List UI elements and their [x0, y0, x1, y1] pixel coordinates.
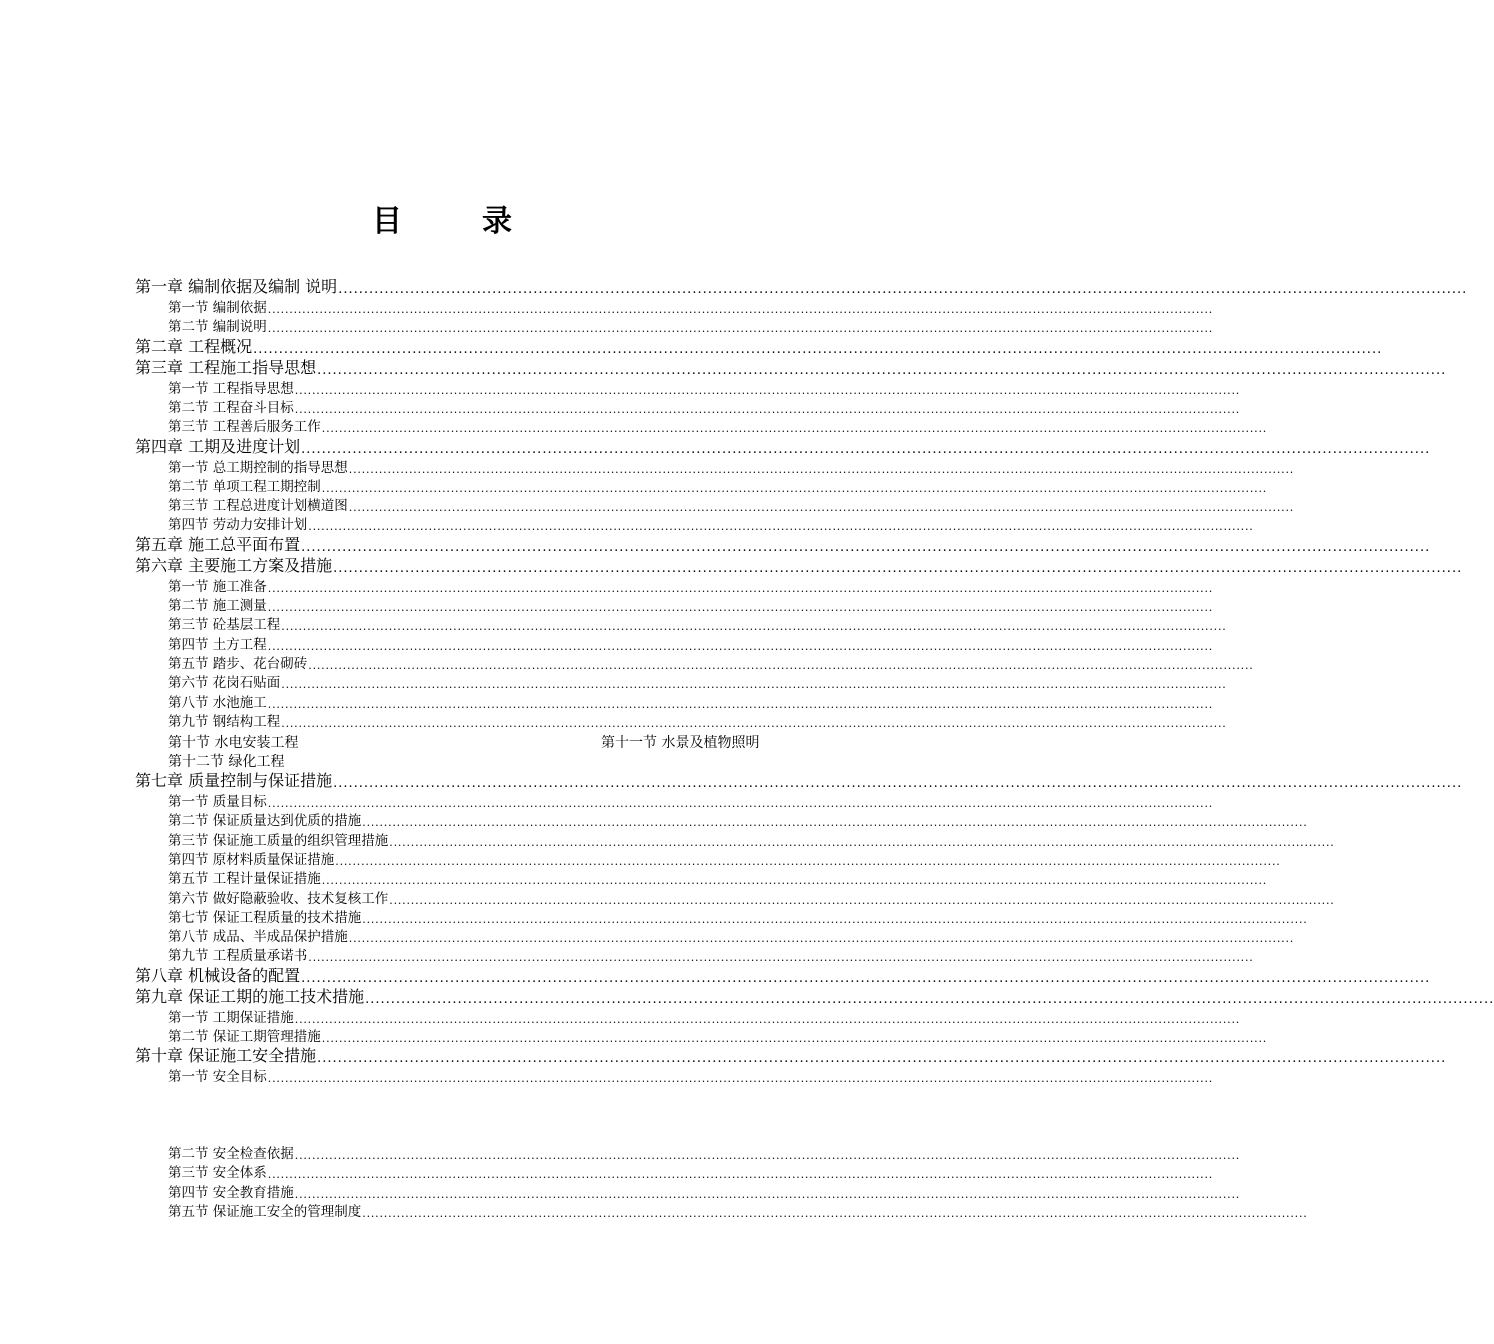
toc-entry-text: 第四节 安全教育措施: [168, 1184, 294, 1201]
dot-leader: ............................................................................................................................................................................................................................: [294, 383, 1241, 397]
dot-leader: ............................................................................................................................................................................................................................: [281, 620, 1227, 634]
dot-leader: ............................................................................................................................................................................................................................: [308, 658, 1254, 672]
dot-leader: ............................................................................................................................................................................................................................: [333, 560, 1463, 576]
dot-leader: ............................................................................................................................................................................................................................: [308, 520, 1254, 534]
toc-entry-text: 第五节 保证施工安全的管理制度: [168, 1203, 362, 1220]
dot-leader: ............................................................................................................................................................................................................................: [348, 501, 1295, 515]
toc-entry-chapter: [135, 357, 1447, 378]
toc-entry-section: [168, 595, 1214, 614]
dot-leader: ............................................................................................................................................................................................................................: [267, 1072, 1214, 1086]
toc-entry-chapter: [135, 336, 1383, 357]
dot-leader: ............................................................................................................................................................................................................................: [348, 462, 1295, 476]
toc-entry-text: 第九节 工程质量承诺书: [168, 948, 308, 965]
toc-entry-text: 第五节 工程计量保证措施: [168, 871, 321, 888]
dot-leader: ............................................................................................................................................................................................................................: [335, 854, 1281, 868]
dot-leader: ............................................................................................................................................................................................................................: [333, 776, 1463, 791]
dot-leader: ............................................................................................................................................................................................................................: [321, 874, 1268, 888]
dot-leader: ............................................................................................................................................................................................................................: [389, 835, 1335, 849]
dot-leader: ............................................................................................................................................................................................................................: [294, 402, 1241, 416]
dot-leader: ............................................................................................................................................................................................................................: [267, 639, 1214, 653]
toc-entry-section: [168, 926, 1295, 946]
toc-entry-text: 第八节 成品、半成品保护措施: [168, 929, 348, 946]
dot-leader: ............................................................................................................................................................................................................................: [301, 539, 1431, 555]
toc-entry-chapter: [135, 1045, 1447, 1067]
toc-entry-text: 第八章 机械设备的配置: [135, 965, 301, 985]
toc-entry-text: 第四章 工期及进度计划: [135, 436, 301, 456]
toc-entry-text: 第六节 做好隐蔽验收、技术复核工作: [168, 890, 389, 907]
dot-leader: ............................................................................................................................................................................................................................: [321, 1032, 1268, 1045]
dot-leader: ............................................................................................................................................................................................................................: [308, 951, 1254, 965]
dot-leader: ............................................................................................................................................................................................................................: [362, 816, 1308, 830]
toc-entry-section: [168, 888, 1335, 907]
toc-entry-text: 第十章 保证施工安全措施: [135, 1046, 317, 1066]
dot-leader: ............................................................................................................................................................................................................................: [317, 362, 1447, 378]
toc-entry-text: 第四节 劳动力安排计划: [168, 517, 308, 534]
dot-leader: ............................................................................................................................................................................................................................: [267, 797, 1214, 810]
toc-entry-section: [168, 1162, 1214, 1182]
toc-entry-section: [168, 653, 1254, 672]
toc-entry-section: [168, 830, 1335, 849]
toc-entry-text: 第一节 质量目标: [168, 794, 267, 810]
toc-entry-chapter: [135, 276, 1468, 297]
toc-entry-section: [168, 791, 1214, 810]
toc-entry-section: [168, 576, 1214, 595]
dot-leader: ............................................................................................................................................................................................................................: [267, 601, 1214, 614]
toc-entry-section: [168, 514, 1254, 534]
title-char-right: 录: [482, 204, 512, 239]
toc-entry-text: 第七章 质量控制与保证措施: [135, 771, 333, 790]
toc-entry-text: 第九章 保证工期的施工技术措施: [135, 986, 365, 1006]
page-title: [372, 196, 512, 240]
toc-section-eleventh: 第十一节 水景及植物照明: [601, 735, 760, 751]
dot-leader: ............................................................................................................................................................................................................................: [301, 441, 1431, 457]
toc-entry-text: 第二节 施工测量: [168, 598, 267, 614]
dot-leader: ............................................................................................................................................................................................................................: [348, 932, 1295, 946]
toc-section-twelfth: 第十二节 绿化工程: [168, 754, 285, 770]
dot-leader: ............................................................................................................................................................................................................................: [281, 716, 1227, 730]
dot-leader: ............................................................................................................................................................................................................................: [267, 697, 1214, 711]
toc-entry-text: 第七节 保证工程质量的技术措施: [168, 909, 362, 926]
title-char-left: 目: [372, 204, 402, 239]
dot-leader: ............................................................................................................................................................................................................................: [281, 678, 1227, 692]
toc-entry-text: 第二节 保证工期管理措施: [168, 1029, 321, 1045]
toc-entry-text: 第五节 踏步、花台砌砖: [168, 655, 308, 672]
toc-entry-section: [168, 476, 1268, 495]
dot-leader: ............................................................................................................................................................................................................................: [267, 303, 1214, 316]
dot-leader: ............................................................................................................................................................................................................................: [294, 1187, 1241, 1201]
toc-entry-text: 第二节 安全检查依据: [168, 1146, 294, 1162]
toc-entry-text: 第一节 安全目标: [168, 1069, 267, 1086]
toc-entry-text: 第三章 工程施工指导思想: [135, 357, 317, 377]
toc-entry-section: [168, 868, 1268, 888]
dot-leader: ............................................................................................................................................................................................................................: [338, 282, 1468, 297]
toc-entry-section: [168, 1143, 1241, 1162]
toc-entry-text: 第一章 编制依据及编制 说明: [135, 277, 338, 296]
toc-entry-section: [168, 1066, 1214, 1086]
toc-entry-section: [168, 416, 1268, 436]
toc-entry-text: 第一节 工期保证措施: [168, 1009, 294, 1026]
toc-entry-section: [168, 1182, 1241, 1201]
toc-entry-text: 第三节 工程总进度计划横道图: [168, 498, 348, 515]
toc-entry-text: 第三节 安全体系: [168, 1165, 267, 1182]
toc-entry-section: [168, 495, 1295, 515]
toc-entry-text: 第二节 工程奋斗目标: [168, 399, 294, 416]
toc-section-tenth: 第十节 水电安装工程: [168, 735, 299, 751]
toc-entry-text: 第八节 水池施工: [168, 694, 267, 711]
toc-entry-section: [168, 692, 1214, 711]
toc-entry-section: [168, 457, 1295, 476]
toc-entry-text: 第四节 原材料质量保证措施: [168, 851, 335, 868]
toc-entry-text: 第一节 工程指导思想: [168, 380, 294, 397]
toc-entry-section: [168, 849, 1281, 868]
dot-leader: ............................................................................................................................................................................................................................: [321, 422, 1268, 436]
dot-leader: ............................................................................................................................................................................................................................: [267, 1168, 1214, 1182]
toc-entry-chapter: [135, 965, 1431, 986]
toc-entry-text: 第一节 施工准备: [168, 578, 267, 595]
toc-entry-section: [168, 1026, 1268, 1045]
dot-leader: ............................................................................................................................................................................................................................: [362, 912, 1308, 926]
toc-entry-section: [168, 316, 1214, 336]
toc-entry-text: 第四节 土方工程: [168, 636, 267, 653]
toc-entry-section: [168, 1201, 1308, 1220]
toc-entry-text: 第二节 单项工程工期控制: [168, 478, 321, 495]
dot-leader: ............................................................................................................................................................................................................................: [321, 481, 1268, 495]
toc-entry-text: 第五章 施工总平面布置: [135, 534, 301, 554]
toc-entry-section: [168, 397, 1241, 416]
toc-entry-text: 第二章 工程概况: [135, 336, 253, 356]
toc-entry-section: [168, 711, 1227, 730]
toc-entry-section: [168, 634, 1214, 653]
dot-leader: ............................................................................................................................................................................................................................: [389, 893, 1335, 907]
toc-entry-text: 第一节 总工期控制的指导思想: [168, 459, 348, 476]
toc-entry-section: [168, 810, 1308, 830]
toc-entry-chapter: [135, 770, 1463, 791]
toc-entry-section: [168, 945, 1254, 965]
toc-entry-text: 第六章 主要施工方案及措施: [135, 555, 333, 575]
toc-entry-section: [168, 378, 1241, 397]
dot-leader: ............................................................................................................................................................................................................................: [294, 1149, 1241, 1162]
dot-leader: ............................................................................................................................................................................................................................: [317, 1051, 1447, 1067]
toc-entry-chapter: [135, 555, 1463, 576]
toc-entry-text: 第六节 花岗石贴面: [168, 675, 281, 692]
toc-entry-text: 第三节 保证施工质量的组织管理措施: [168, 832, 389, 849]
toc-entry-chapter: [135, 436, 1431, 457]
toc-entry-section: [168, 672, 1227, 692]
toc-entry-text: 第三节 砼基层工程: [168, 617, 281, 634]
dot-leader: ............................................................................................................................................................................................................................: [267, 322, 1214, 336]
toc-entry-section: [168, 614, 1227, 634]
dot-leader: ............................................................................................................................................................................................................................: [301, 970, 1431, 986]
toc-entry-section: [168, 297, 1214, 316]
dot-leader: ............................................................................................................................................................................................................................: [267, 581, 1214, 595]
toc-entry-chapter: [135, 534, 1431, 555]
toc-entry-section: [168, 907, 1308, 926]
toc-entry-text: 第三节 工程善后服务工作: [168, 419, 321, 436]
toc-entry-text: 第一节 编制依据: [168, 300, 267, 316]
toc-entry-section: [168, 1007, 1241, 1026]
dot-leader: ............................................................................................................................................................................................................................: [365, 991, 1494, 1007]
toc-entry-text: 第二节 编制说明: [168, 319, 267, 336]
toc-entry-text: 第九节 钢结构工程: [168, 713, 281, 730]
dot-leader: ............................................................................................................................................................................................................................: [253, 341, 1383, 357]
dot-leader: ............................................................................................................................................................................................................................: [294, 1012, 1241, 1026]
toc-entry-text: 第二节 保证质量达到优质的措施: [168, 813, 362, 830]
dot-leader: ............................................................................................................................................................................................................................: [362, 1206, 1308, 1220]
toc-entry-chapter: [135, 986, 1494, 1007]
